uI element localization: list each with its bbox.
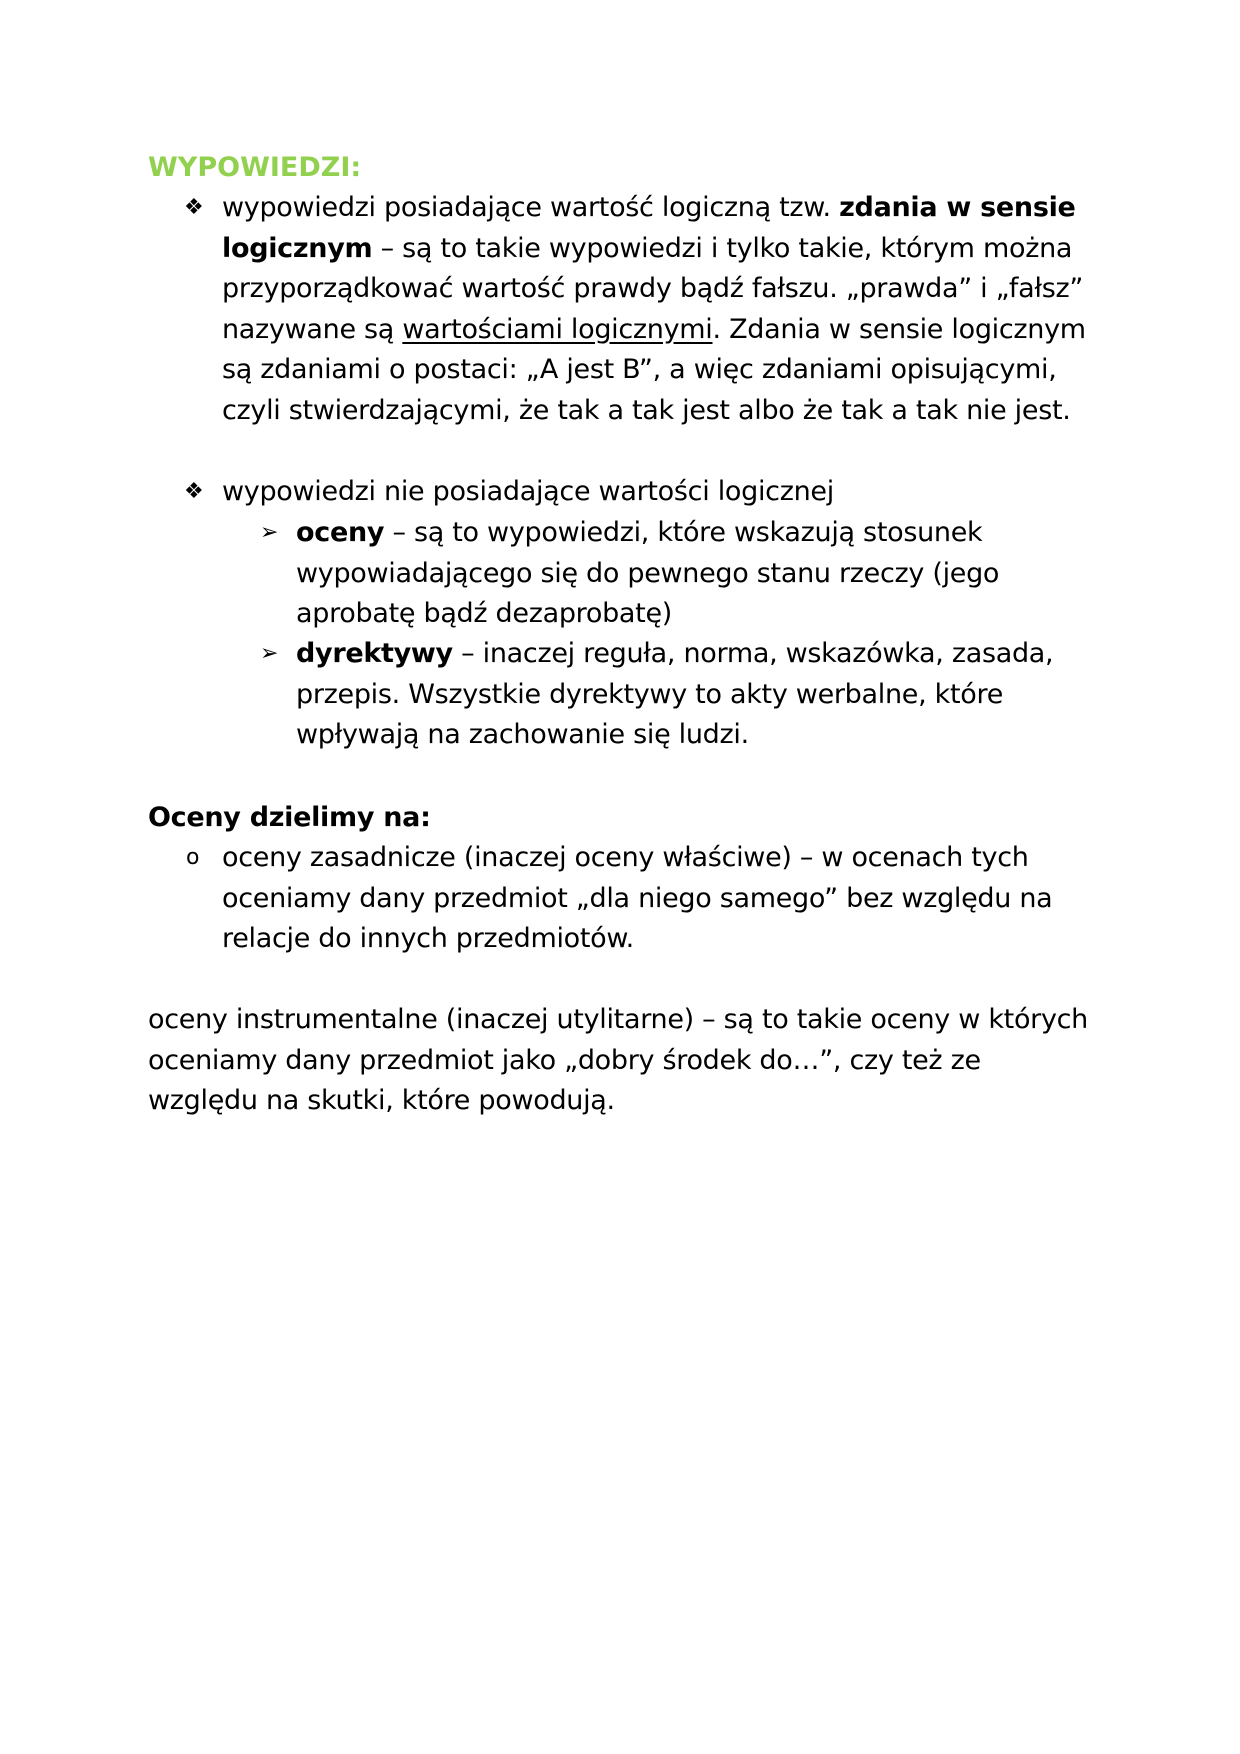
term-dyrektywy: dyrektywy <box>296 638 453 669</box>
arrow-bullet-icon: ➢ <box>260 641 279 666</box>
subbullet-dyrektywy <box>296 634 1086 756</box>
subbullet-oceny <box>296 513 1086 635</box>
section-heading-oceny: Oceny dzielimy na: <box>148 802 431 833</box>
subbullet-text: – są to wypowiedzi, które wskazują stosunek wypowiadającego się do pewnego stanu rzeczy (jego aprobatę bądź dezaprobatę) <box>296 517 1000 630</box>
circle-bullet-icon: o <box>186 845 200 870</box>
diamond-bullet-icon: ❖ <box>184 479 204 504</box>
subbullet-text: – inaczej reguła, norma, wskazówka, zasada, przepis. Wszystkie dyrektywy to akty werbalne, które wpływają na zachowanie się ludzi. <box>296 638 1054 751</box>
bullet-text-pre: wypowiedzi posiadające wartość logiczną tzw. <box>222 192 840 223</box>
term-wartosci-logiczne: wartościami logicznymi <box>402 313 713 345</box>
section-heading-wypowiedzi: WYPOWIEDZI: <box>148 152 362 183</box>
bullet-text-post: . Zdania w sensie logicznym są zdaniami o postaci: „A jest B”, a więc zdaniami opisującymi, czyli stwierdzającymi, że tak a tak jest albo że tak a tak nie jest. <box>222 313 1086 426</box>
paragraph-oceny-instrumentalne: oceny instrumentalne (inaczej utylitarne) – są to takie oceny w których oceniamy dany przedmiot jako „dobry środek do…”, czy też ze względu na skutki, które powodują. <box>148 1004 1088 1117</box>
term-zdania-w-sensie-logicznym: zdania w sensie logicznym <box>222 192 1076 264</box>
bullet-oceny-zasadnicze: oceny zasadnicze (inaczej oceny właściwe) – w ocenach tych oceniamy dany przedmiot „dla niego samego” bez względu na relacje do innych przedmiotów. <box>222 842 1053 955</box>
bullet-logical-sentences <box>222 188 1092 432</box>
diamond-bullet-icon: ❖ <box>184 195 204 220</box>
term-oceny: oceny <box>296 517 385 548</box>
arrow-bullet-icon: ➢ <box>260 520 279 545</box>
bullet-text-mid: – są to takie wypowiedzi i tylko takie, którym można przyporządkować wartość prawdy bądź fałszu. „prawda” i „fałsz” nazywane są <box>222 232 1084 345</box>
bullet-non-logical-utterances: wypowiedzi nie posiadające wartości logicznej <box>222 476 834 507</box>
